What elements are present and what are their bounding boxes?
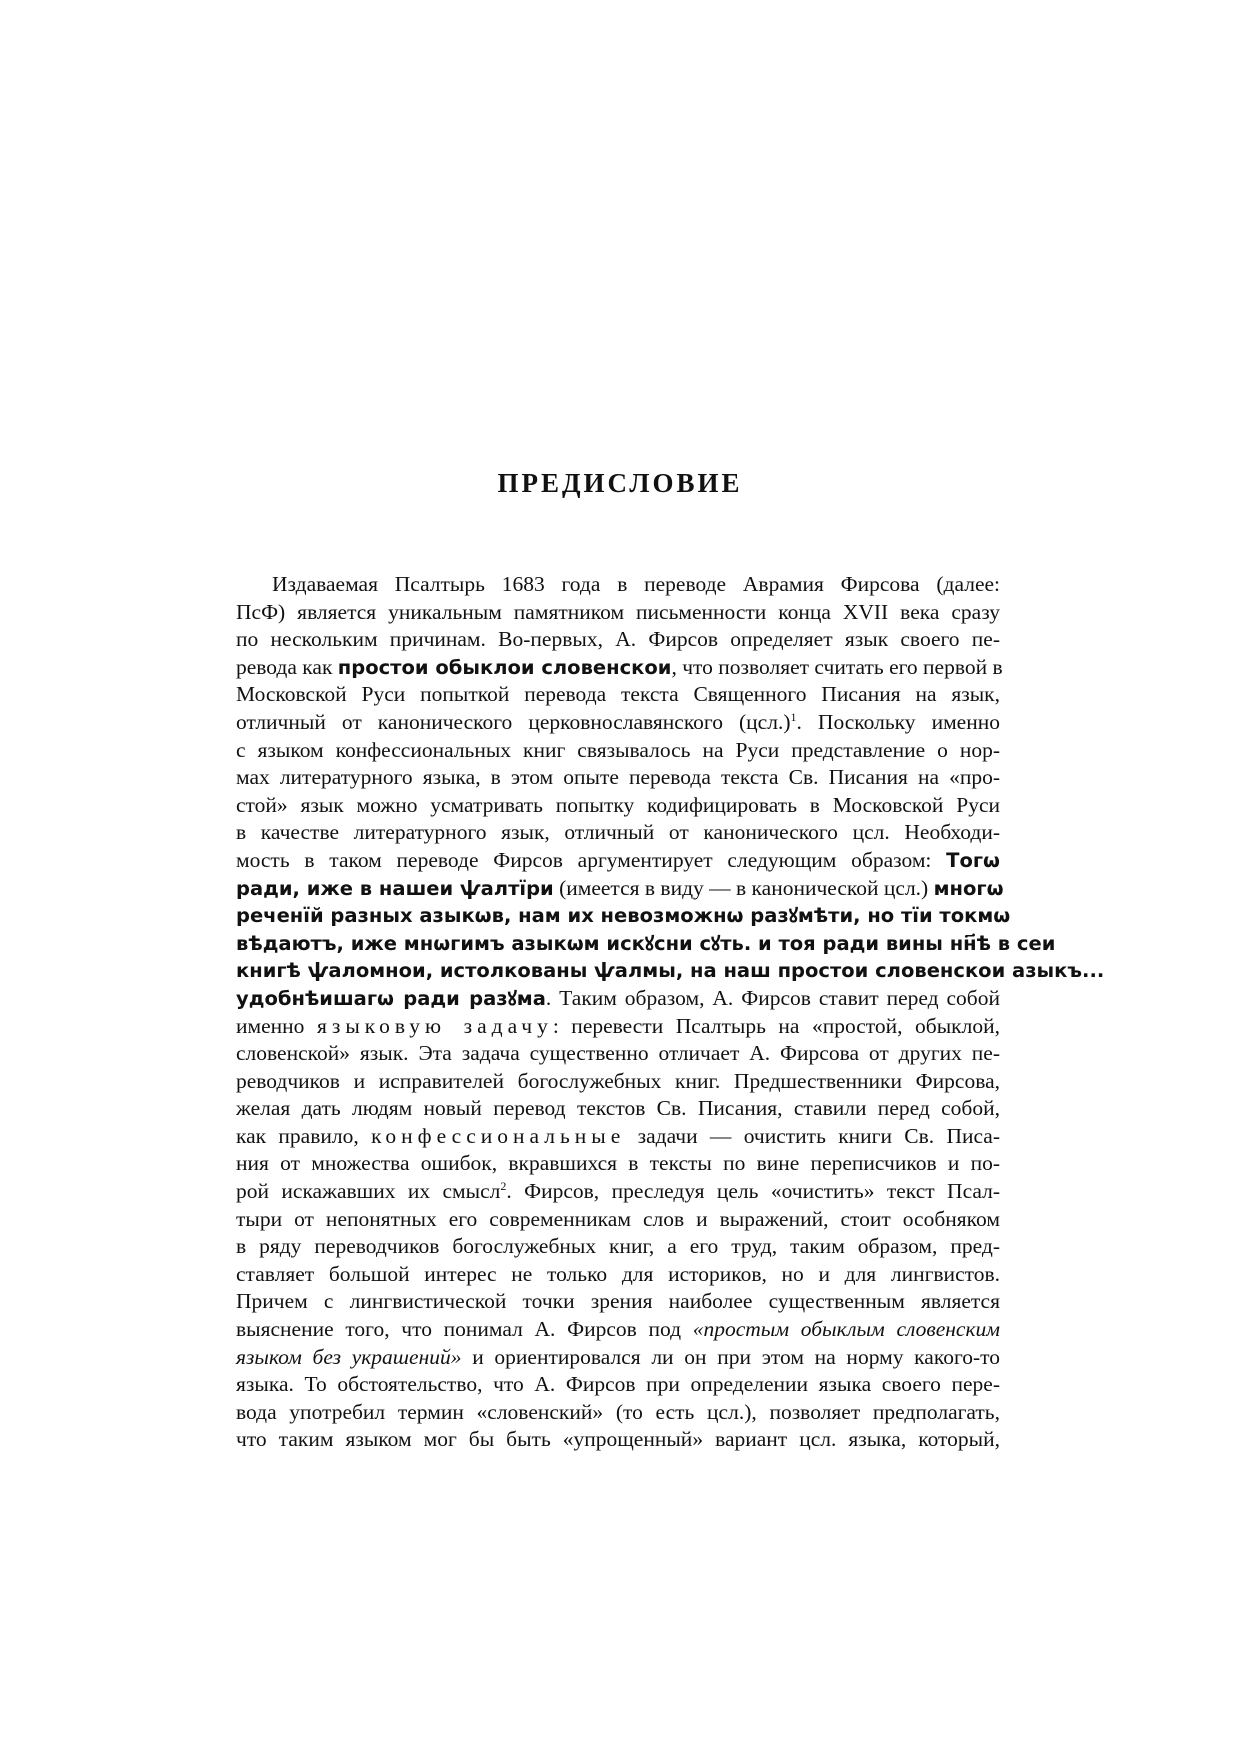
- text-line: [236, 792, 1000, 820]
- preface-paragraph: [236, 571, 1105, 1454]
- text-span: (имеется в виду — в канонической цсл.): [553, 875, 934, 900]
- text-span: как правило,: [236, 1123, 372, 1148]
- footnote-marker: 2: [500, 1178, 507, 1193]
- text-span: тыри от непонятных его современникам слов и выражений, стоит особняком: [236, 1206, 1000, 1231]
- text-span: языка. То обстоятельство, что А. Фирсов при определении языка своего пере-: [236, 1372, 1000, 1397]
- text-span: . Таким образом, А. Фирсов ставит перед собой: [545, 985, 1000, 1010]
- italic-quote: языком без украшений»: [236, 1344, 462, 1369]
- spaced-emphasis: конфессиональные: [371, 1123, 626, 1148]
- text-line: [236, 930, 1056, 958]
- text-span: Издаваемая Псалтырь 1683 года в переводе Аврамия Фирсова (далее:: [272, 572, 1000, 596]
- church-slavonic-quote: ради, иже в нашеи ѱалтїри: [236, 876, 554, 900]
- text-span: ставляет большой интерес не только для историков, но и для лингвистов.: [236, 1261, 1000, 1286]
- text-line: [236, 1178, 1000, 1206]
- text-line: [236, 985, 1000, 1013]
- text-span: ния от множества ошибок, вкравшихся в тексты по вине переписчиков и по-: [236, 1151, 1000, 1176]
- text-span: желая дать людям новый перевод текстов Св. Писания, ставили перед собой,: [236, 1096, 1000, 1121]
- text-line: [236, 1399, 1000, 1427]
- text-line: [236, 1288, 1000, 1316]
- text-line: [236, 957, 1105, 985]
- text-span: стой» язык можно усматривать попытку кодифицировать в Московской Руси: [236, 792, 1000, 817]
- text-line: [236, 1316, 1000, 1344]
- text-span: по нескольким причинам. Во-первых, А. Фирсов определяет язык своего пе-: [236, 627, 1000, 652]
- text-span: Причем с лингвистической точки зрения наиболее существенным является: [236, 1289, 1000, 1314]
- church-slavonic-quote: простои обыклои словенскои: [337, 655, 672, 679]
- italic-quote: «простым обыклым словенским: [692, 1317, 1000, 1342]
- text-line: [236, 709, 1000, 737]
- text-line: [236, 1426, 1000, 1454]
- text-line: [236, 1095, 1000, 1123]
- text-line: [236, 1206, 1000, 1234]
- text-line: [236, 819, 1000, 847]
- church-slavonic-quote: реченїй разных азыкѡв, нам их невозможнѡ разꙋмѣти, но тїи токмѡ: [236, 904, 1011, 928]
- text-span: . Фирсов, преследуя цель «очистить» текст Псал-: [506, 1179, 1000, 1204]
- text-span: в ряду переводчиков богослужебных книг, а его труд, таким образом, пред-: [236, 1234, 1000, 1259]
- text-line: [236, 1261, 1000, 1289]
- text-line: [236, 847, 1000, 875]
- text-span: . Поскольку именно: [796, 709, 1000, 734]
- text-line: [236, 599, 1000, 627]
- text-line: [236, 737, 1000, 765]
- text-line: [236, 1013, 1000, 1041]
- text-span: : перевести Псалтырь на «простой, обыклой,: [552, 1013, 1000, 1038]
- text-line: [236, 902, 1011, 930]
- text-span: с языком конфессиональных книг связывалось на Руси представление о нор-: [236, 737, 1000, 762]
- text-span: задачи — очистить книги Св. Писа-: [625, 1123, 1001, 1148]
- text-span: отличный от канонического церковнославянского (цсл.): [236, 709, 791, 734]
- church-slavonic-quote: удобнѣишагѡ ради разꙋма: [236, 986, 546, 1010]
- text-line: [236, 1040, 1000, 1068]
- text-line: [236, 654, 1003, 682]
- text-span: Московской Руси попыткой перевода текста Священного Писания на язык,: [236, 682, 1000, 707]
- text-line: [236, 681, 1000, 709]
- text-span: в качестве литературного язык, отличный от канонического цсл. Необходи-: [236, 820, 1000, 845]
- text-line: [236, 571, 1000, 599]
- text-line: [236, 1233, 1000, 1261]
- text-span: , что позволяет считать его первой в: [671, 654, 1003, 679]
- text-line: [236, 1123, 1000, 1151]
- text-span: словенской» язык. Эта задача существенно отличает А. Фирсова от других пе-: [236, 1041, 1000, 1066]
- text-span: мах литературного языка, в этом опыте перевода текста Св. Писания на «про-: [236, 765, 1000, 790]
- text-line: [236, 875, 1004, 903]
- spaced-emphasis: языковую задачу: [316, 1013, 553, 1038]
- church-slavonic-quote: книгѣ ѱаломнои, истолкованы ѱалмы, на наш простои словенскои азыкъ...: [236, 959, 1105, 983]
- church-slavonic-quote: многѡ: [933, 876, 1004, 900]
- text-span: именно: [236, 1013, 317, 1038]
- text-line: [236, 626, 1000, 654]
- page-title: ПРЕДИСЛОВИЕ: [497, 468, 743, 498]
- text-span: что таким языком мог бы быть «упрощенный» вариант цсл. языка, который,: [236, 1427, 1000, 1452]
- text-line: [236, 1344, 1000, 1372]
- text-span: вода употребил термин «словенский» (то есть цсл.), позволяет предполагать,: [236, 1399, 1000, 1424]
- text-span: ревода как: [236, 654, 338, 679]
- church-slavonic-quote: вѣдаютъ, иже мнѡгимъ азыкѡм искꙋсни сꙋть. и тоя ради вины нн҃ѣ в сеи: [236, 931, 1056, 955]
- text-span: мость в таком переводе Фирсов аргументирует следующим образом:: [236, 847, 947, 872]
- church-slavonic-quote: Тогѡ: [946, 848, 1000, 872]
- text-span: ПсФ) является уникальным памятником письменности конца XVII века сразу: [236, 599, 1000, 624]
- text-span: рой искажавших их смысл: [236, 1179, 501, 1204]
- text-line: [236, 1371, 1000, 1399]
- text-span: и ориентировался ли он при этом на норму какого-то: [461, 1344, 1000, 1369]
- text-line: [236, 764, 1000, 792]
- text-span: реводчиков и исправителей богослужебных книг. Предшественники Фирсова,: [236, 1068, 1000, 1093]
- footnote-marker: 1: [790, 709, 797, 724]
- text-line: [236, 1068, 1000, 1096]
- text-span: выяснение того, что понимал А. Фирсов под: [236, 1317, 693, 1342]
- text-line: [236, 1150, 1000, 1178]
